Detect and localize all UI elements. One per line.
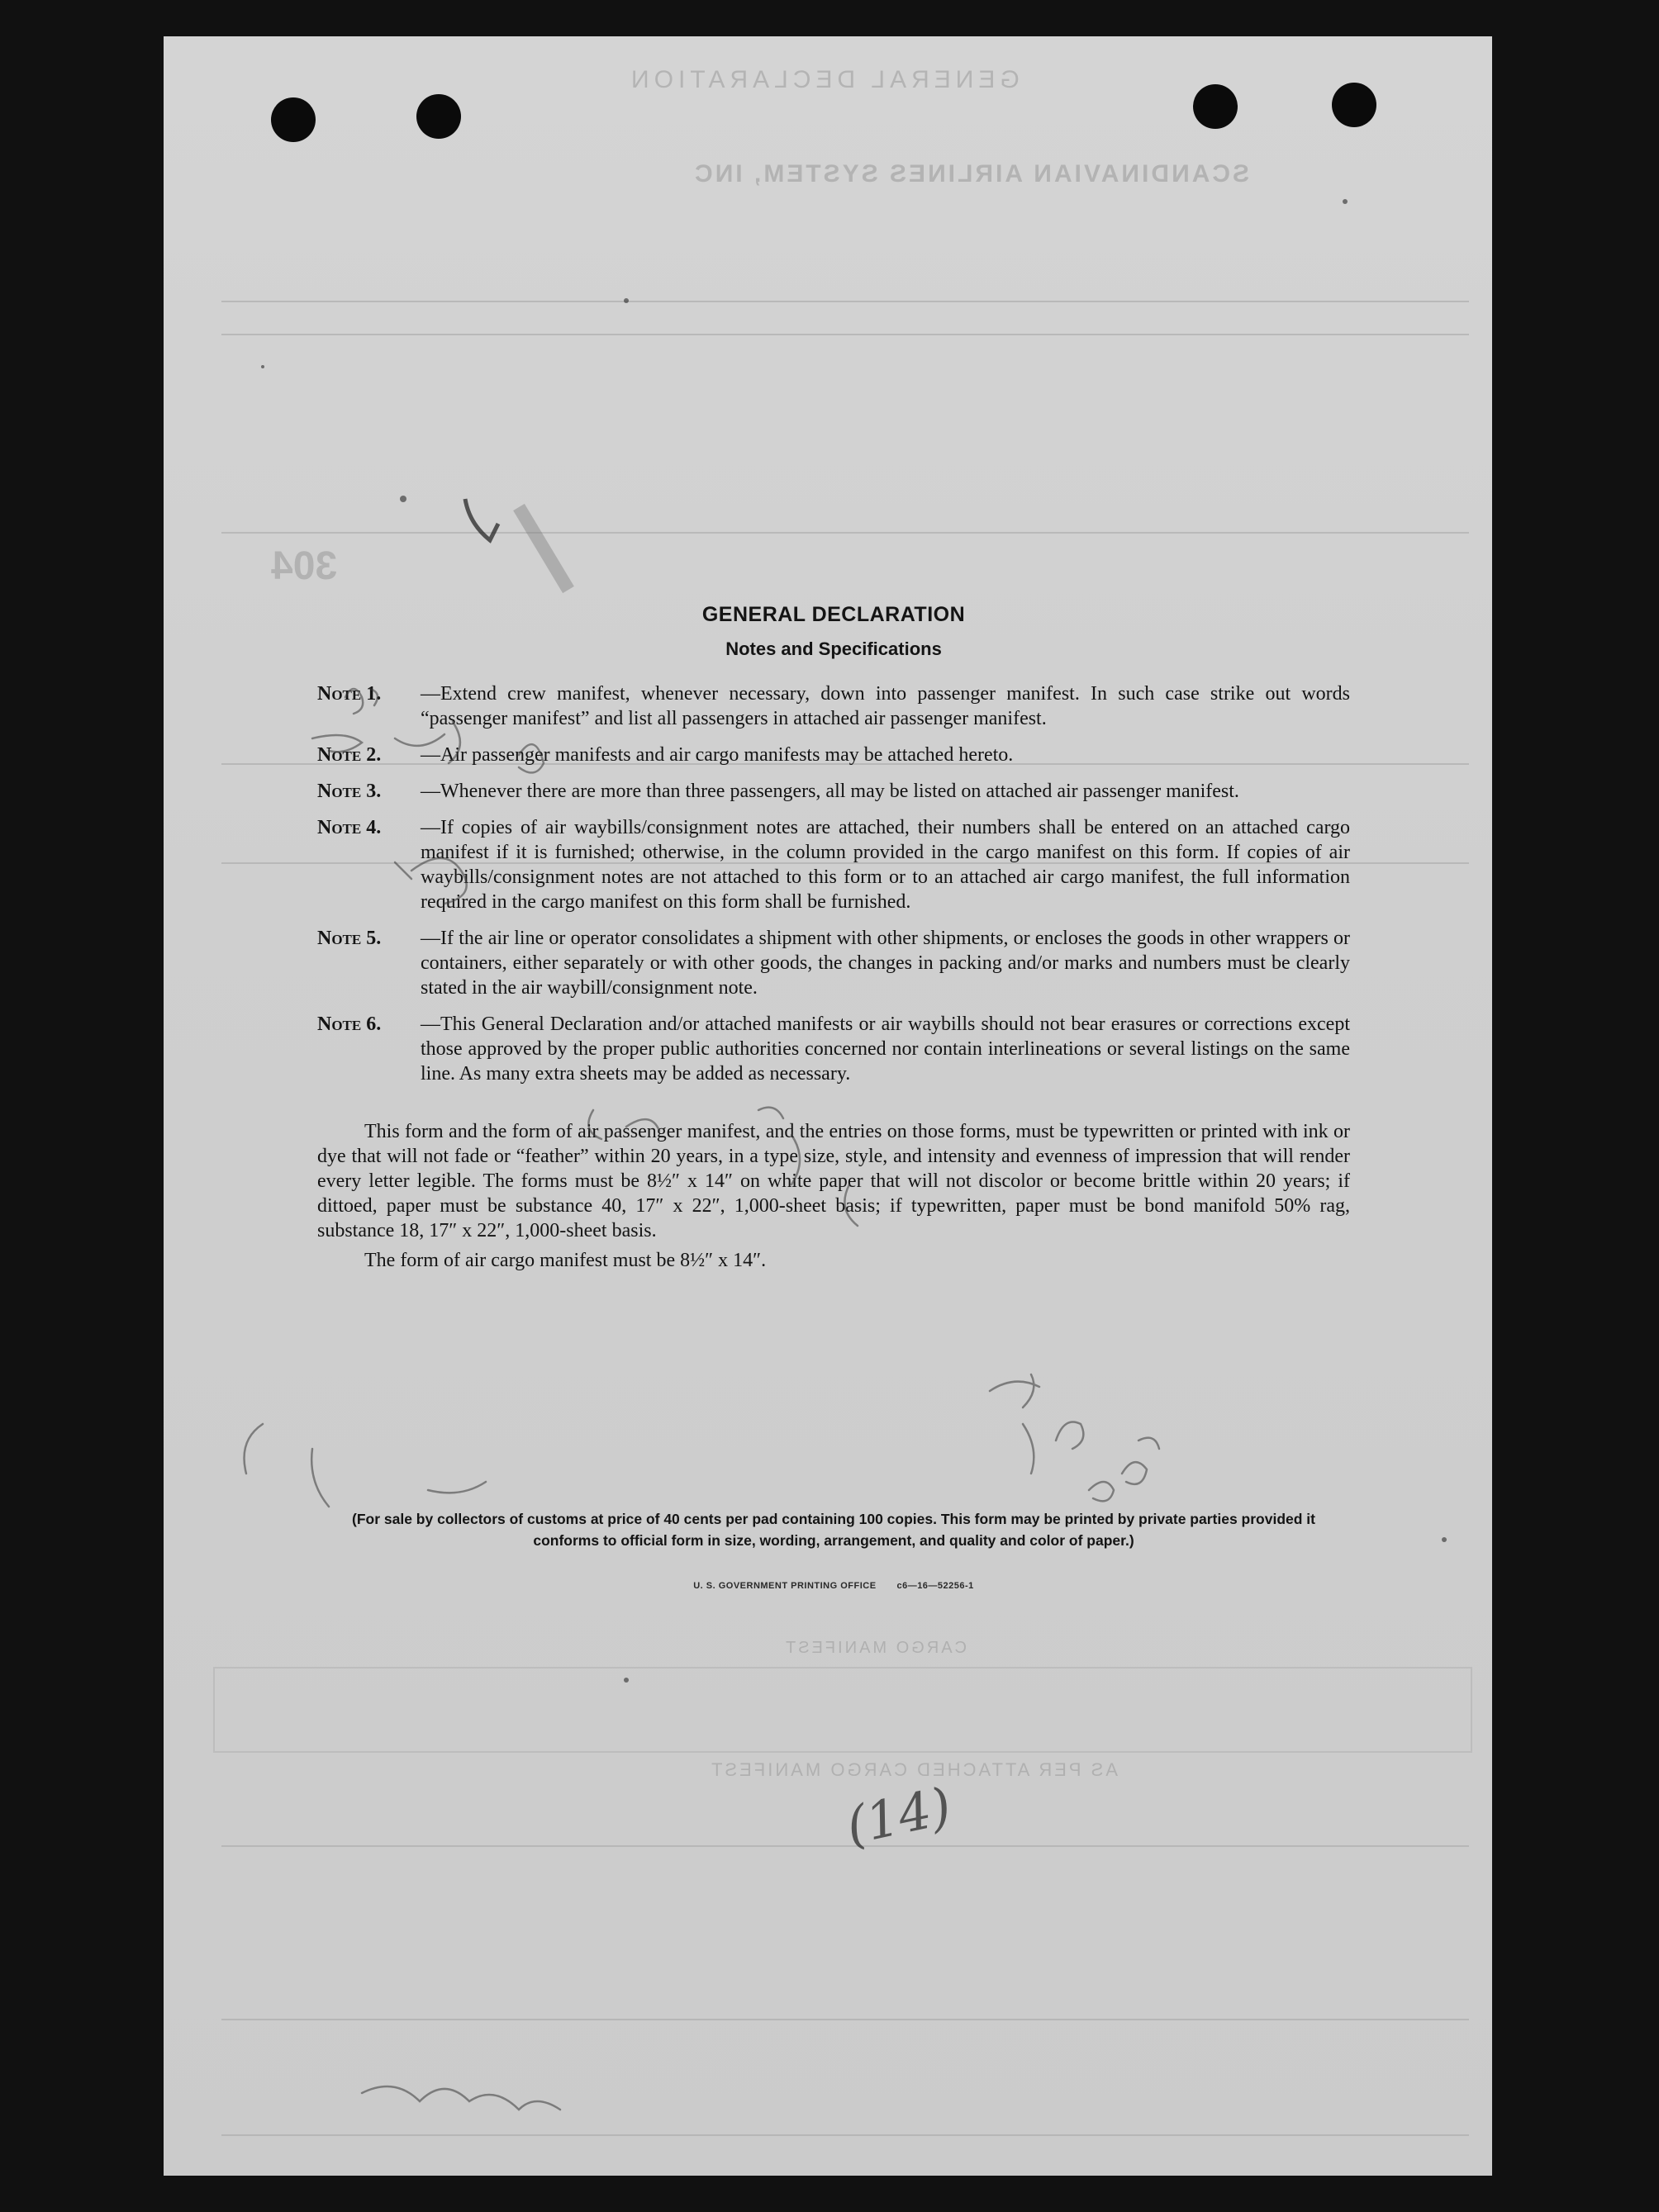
printing-office: U. S. GOVERNMENT PRINTING OFFICE: [693, 1581, 877, 1591]
bleed-through-cargo-note: AS PER ATTACHED CARGO MANIFEST: [709, 1759, 1119, 1780]
bleed-through-rule: [221, 301, 1469, 302]
punch-hole: [271, 97, 316, 142]
bleed-through-title: GENERAL DECLARATION: [626, 66, 1020, 93]
note-label: Note 5.: [317, 928, 382, 949]
punch-hole: [1193, 84, 1238, 129]
document-page: [164, 36, 1492, 2176]
bleed-through-rule: [221, 334, 1469, 335]
printing-office-line: [317, 1581, 1350, 1591]
note-3: [317, 779, 1350, 804]
bleed-through-rule: [221, 2019, 1469, 2020]
form-specification-paragraph: This form and the form of air passenger manifest, and the entries on those forms, must be typewritten or printed with ink or dye that will not fade or “feather” within 20 years, in a type size, style, and intensity and evenness of impression that will render every letter legible. The forms must be 8½″ x 14″ on white paper that will not discolor or become brittle within 20 years; if dittoed, paper must be substance 40, 17″ x 22″, 1,000-sheet basis; if typewritten, paper must be bond manifold 50% rag, substance 18, 17″ x 22″, 1,000-sheet basis.: [317, 1121, 1350, 1241]
cargo-form-specification: The form of air cargo manifest must be 8½″ x 14″.: [364, 1250, 767, 1271]
bleed-through-rule: [221, 2134, 1469, 2136]
bleed-through-rule: [221, 1845, 1469, 1847]
note-6: [317, 1012, 1350, 1086]
note-1: [317, 681, 1350, 731]
document-subtitle: Notes and Specifications: [725, 638, 942, 659]
note-text: —If the air line or operator consolidates a shipment with other shipments, or encloses the goods in other wrappers or containers, either separately or with other goods, the changes in packing and/or marks and numbers must be clearly stated in the air waybill/consignment note.: [421, 928, 1350, 999]
print-code: c6—16—52256-1: [896, 1581, 974, 1591]
document-title: GENERAL DECLARATION: [701, 603, 966, 626]
bleed-through-operator: SCANDINAVIAN AIRLINES SYSTEM, INC: [692, 160, 1250, 187]
note-label: Note 6.: [317, 1013, 382, 1035]
note-text: —This General Declaration and/or attached manifests or air waybills should not bear erasures or corrections except those approved by the proper public authorities concerned nor contain interlineations or several listings on the same line. As many extra sheets may be added as necessary.: [421, 1013, 1350, 1085]
note-label: Note 2.: [317, 744, 382, 766]
punch-hole: [1332, 83, 1376, 127]
note-label: Note 3.: [317, 781, 382, 802]
note-text: —If copies of air waybills/consignment notes are attached, their numbers shall be entered on an attached cargo manifest if it is furnished; otherwise, in the column provided in the cargo manifest on this form. If copies of air waybills/consignment notes are not attached to this form or to an attached air cargo manifest, the full information required in the cargo manifest on this form shall be furnished.: [421, 817, 1350, 913]
bleed-through-cargo-heading: CARGO MANIFEST: [783, 1639, 967, 1657]
note-label: Note 4.: [317, 817, 382, 838]
sale-notice: (For sale by collectors of customs at price of 40 cents per pad containing 100 copies. This form may be printed by private parties provided it conforms to official form in size, wording, arrangement, and quality and color of paper.): [352, 1511, 1315, 1549]
punch-hole: [416, 94, 461, 139]
note-text: —Whenever there are more than three passengers, all may be listed on attached air passenger manifest.: [421, 781, 1239, 802]
handwritten-page-number: (14): [840, 1775, 957, 1857]
bleed-through-stamp-number: 304: [271, 544, 338, 588]
bleed-through-rule: [221, 532, 1469, 534]
note-text: —Air passenger manifests and air cargo manifests may be attached hereto.: [421, 744, 1014, 766]
note-2: [317, 743, 1350, 767]
note-4: [317, 815, 1350, 914]
bleed-through-cargo-table: [213, 1667, 1472, 1753]
note-text: —Extend crew manifest, whenever necessary, down into passenger manifest. In such case strike out words “passenger manifest” and list all passengers in attached air passenger manifest.: [421, 683, 1350, 729]
note-5: [317, 926, 1350, 1000]
notes-section: [317, 603, 1350, 1273]
note-label: Note 1.: [317, 683, 382, 705]
